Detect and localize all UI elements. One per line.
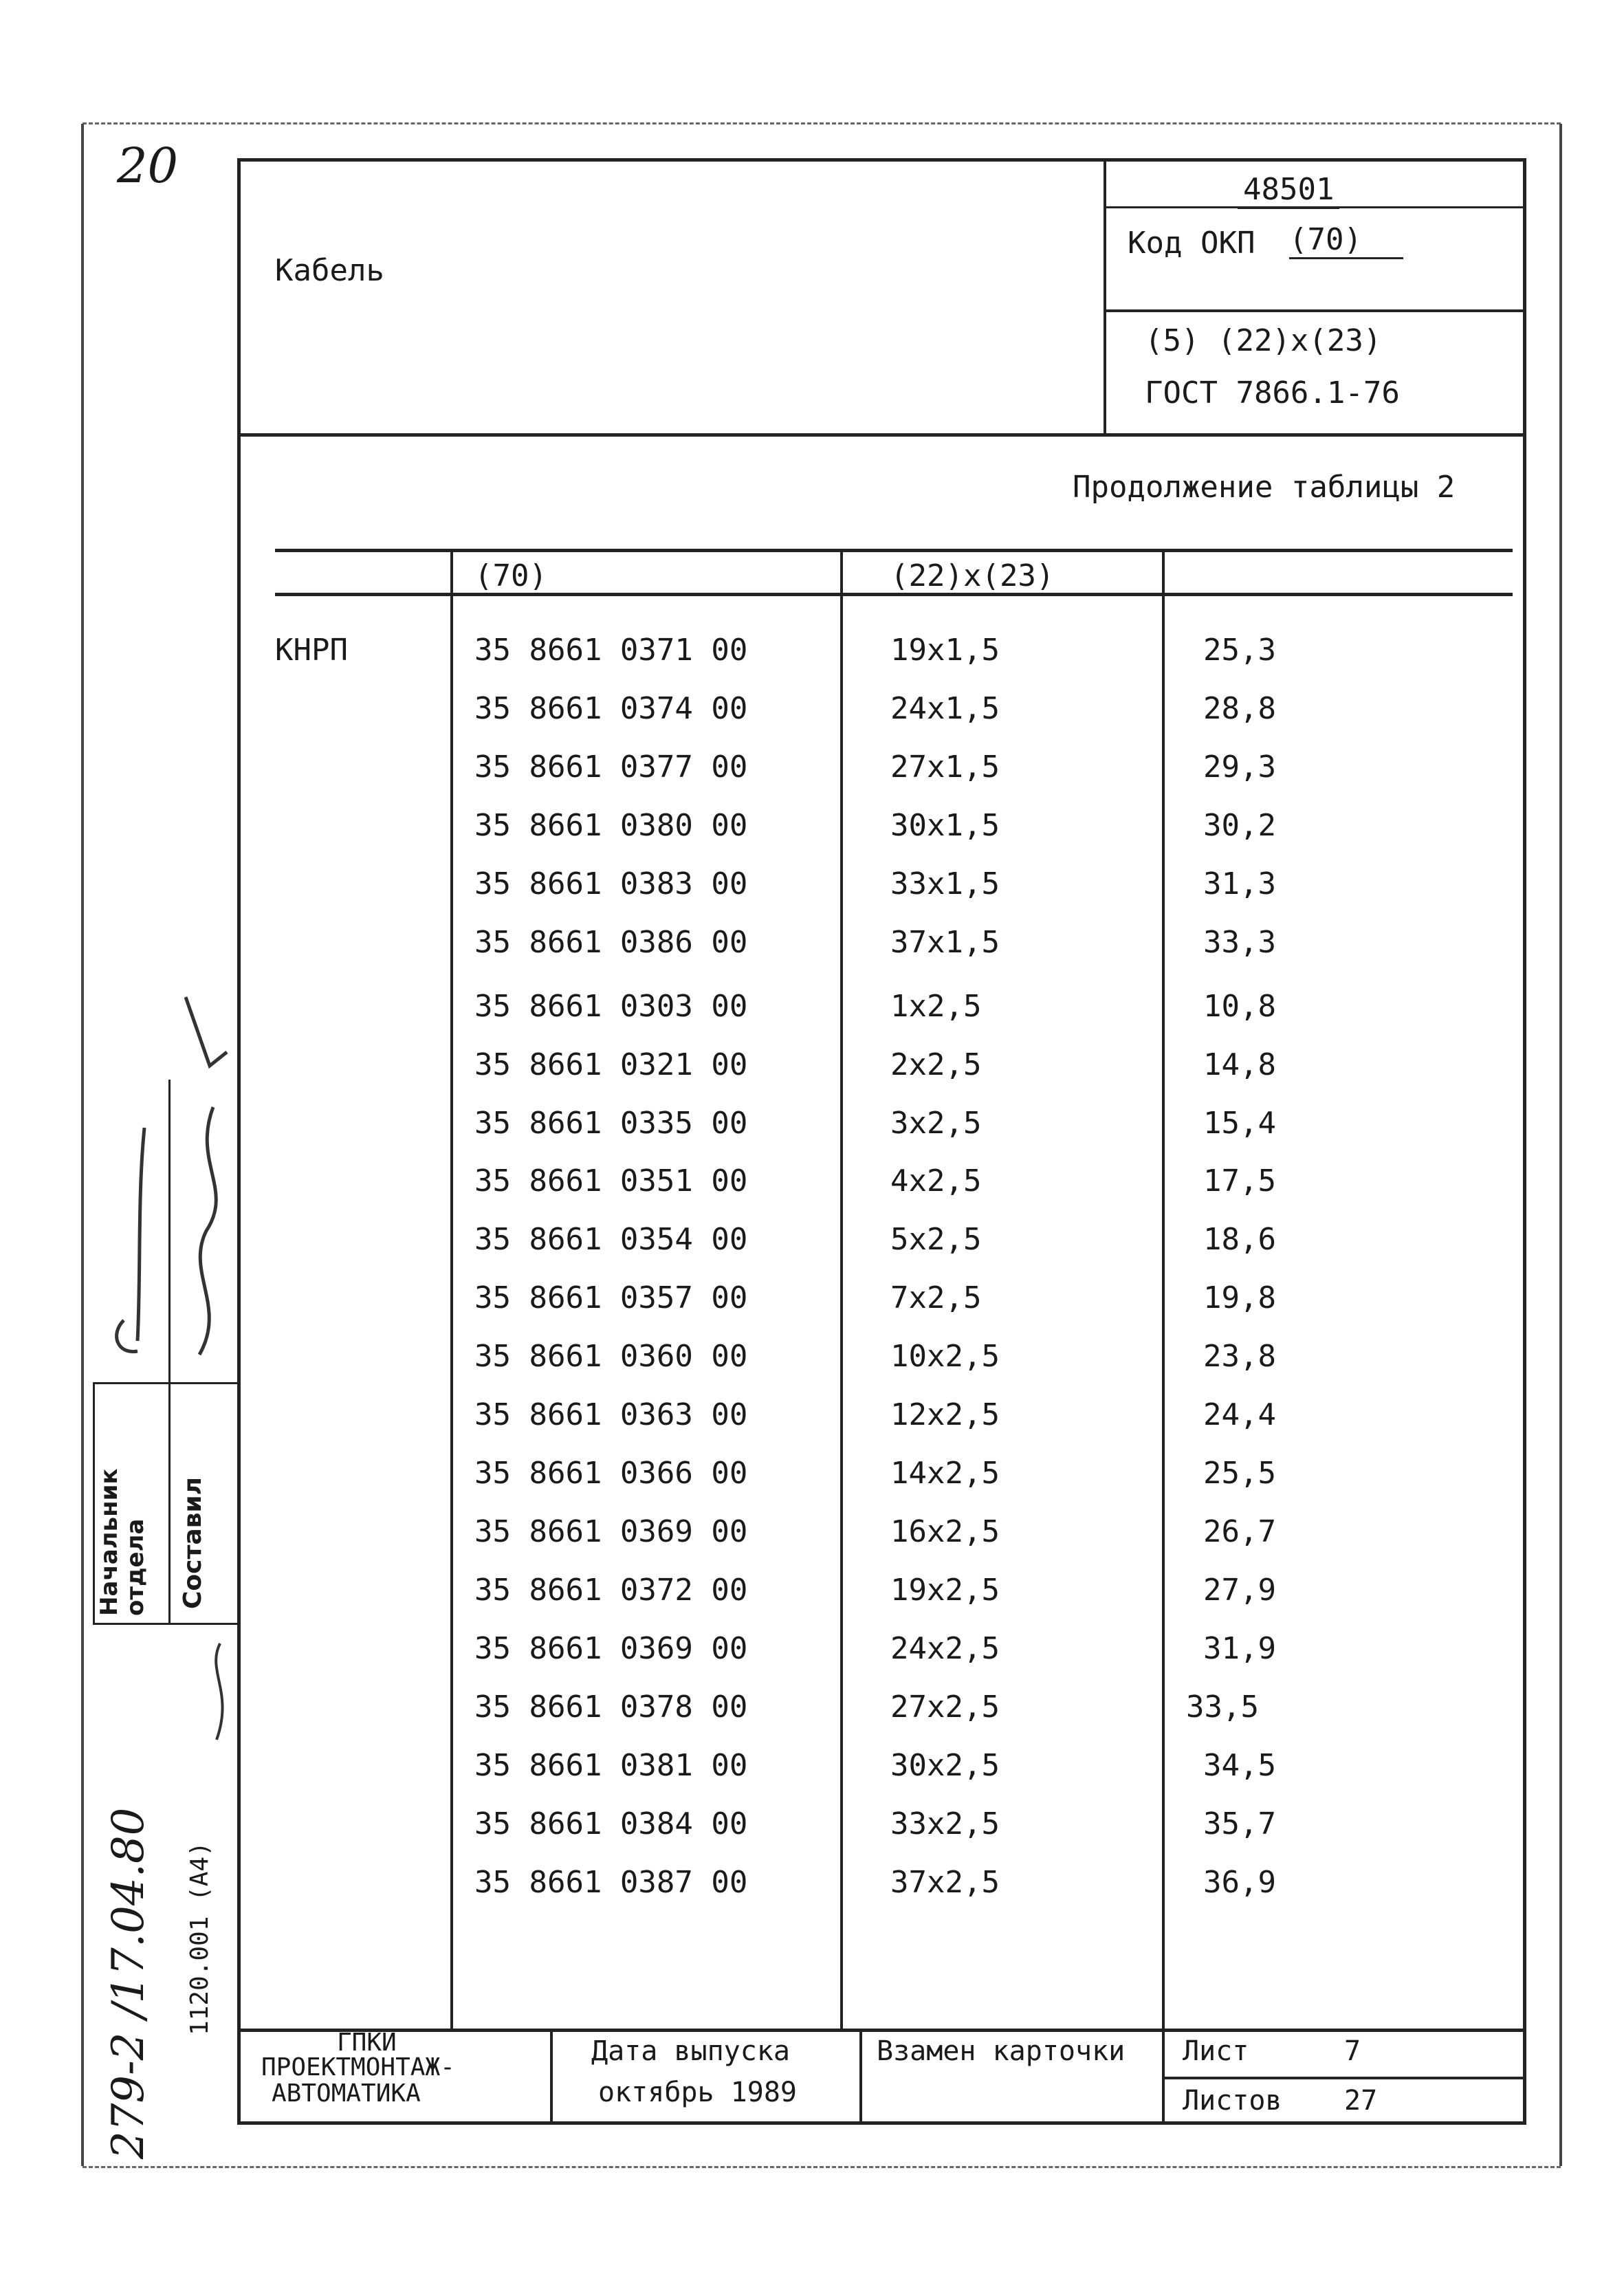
row-size: 10x2,5 (890, 1339, 1000, 1374)
row-code: 35 8661 0386 00 (474, 925, 748, 960)
row-size: 24x1,5 (890, 691, 1000, 726)
table-row (234, 1806, 1523, 1866)
table-row (234, 750, 1523, 809)
row-value: 31,9 (1203, 1631, 1276, 1666)
row-code: 35 8661 0377 00 (474, 750, 748, 785)
release-date: октябрь 1989 (598, 2077, 797, 2108)
row-value: 29,3 (1203, 750, 1276, 785)
table-row (234, 989, 1523, 1048)
scan-edge-top (83, 122, 1561, 124)
spec-formula: (5) (22)x(23) (1145, 323, 1382, 358)
row-value: 33,5 (1186, 1690, 1259, 1725)
sheets-label: Листов (1183, 2085, 1282, 2117)
table-row (234, 1280, 1523, 1340)
row-size: 37x2,5 (890, 1865, 1000, 1900)
scan-edge-bottom (83, 2166, 1561, 2168)
row-value: 25,3 (1203, 633, 1276, 668)
org-line-3: АВТОМАТИКА (272, 2079, 421, 2108)
footer-divider-1 (550, 2029, 553, 2123)
table-row (234, 1456, 1523, 1515)
row-code: 35 8661 0357 00 (474, 1280, 748, 1315)
table-row (234, 925, 1523, 984)
col-header-code: (70) (474, 558, 568, 595)
table-row (234, 1573, 1523, 1632)
table-row (234, 1222, 1523, 1281)
row-value: 17,5 (1203, 1163, 1276, 1199)
replaces-label: Взамен карточки (877, 2035, 1126, 2067)
footer-divider-2 (859, 2029, 862, 2123)
row-code: 35 8661 0387 00 (474, 1865, 748, 1900)
row-value: 30,2 (1203, 808, 1276, 843)
row-size: 16x2,5 (890, 1514, 1000, 1549)
frame-left-edge (81, 124, 84, 2166)
stamp-line-mid (93, 1382, 237, 1384)
row-value: 35,7 (1203, 1806, 1276, 1841)
code-number: 48501 (1238, 172, 1339, 209)
row-size: 27x2,5 (890, 1690, 1000, 1725)
row-size: 24x2,5 (890, 1631, 1000, 1666)
row-size: 37x1,5 (890, 925, 1000, 960)
card-right-line (1523, 158, 1526, 2125)
row-size: 5x2,5 (890, 1222, 982, 1257)
signature-head (96, 1114, 165, 1375)
footer-top-line (237, 2029, 1526, 2032)
author-label: Составил (179, 1476, 207, 1609)
row-size: 33x2,5 (890, 1806, 1000, 1841)
row-value: 15,4 (1203, 1106, 1276, 1141)
handwritten-registration: 279-2 /17.04.80 (103, 1807, 154, 2159)
header-bottom-line (237, 433, 1526, 437)
row-value: 33,3 (1203, 925, 1276, 960)
row-code: 35 8661 0374 00 (474, 691, 748, 726)
table-row (234, 1865, 1523, 1924)
signature-date-stamp (199, 1637, 241, 1747)
sheet-value: 7 (1344, 2035, 1361, 2067)
stamp-line-bottom (93, 1623, 237, 1625)
cable-brand: КНРП (275, 633, 348, 668)
row-code: 35 8661 0321 00 (474, 1047, 748, 1082)
row-size: 30x1,5 (890, 808, 1000, 843)
row-code: 35 8661 0351 00 (474, 1163, 748, 1199)
table-row (234, 1631, 1523, 1690)
row-code: 35 8661 0369 00 (474, 1631, 748, 1666)
footer-sheet-line (1162, 2077, 1526, 2079)
row-value: 31,3 (1203, 866, 1276, 901)
header-divider (1104, 158, 1106, 435)
row-code: 35 8661 0303 00 (474, 989, 748, 1024)
table-caption: Продолжение таблицы 2 (1073, 470, 1456, 505)
col-header-size: (22)x(23) (890, 558, 1068, 595)
table-row (234, 808, 1523, 867)
standard: ГОСТ 7866.1-76 (1145, 375, 1400, 411)
row-value: 25,5 (1203, 1456, 1276, 1491)
row-code: 35 8661 0372 00 (474, 1573, 748, 1608)
sheets-value: 27 (1344, 2085, 1378, 2117)
row-size: 14x2,5 (890, 1456, 1000, 1491)
table-row (234, 1106, 1523, 1165)
row-size: 27x1,5 (890, 750, 1000, 785)
row-size: 4x2,5 (890, 1163, 982, 1199)
row-code: 35 8661 0366 00 (474, 1456, 748, 1491)
row-value: 24,4 (1203, 1397, 1276, 1432)
row-size: 3x2,5 (890, 1106, 982, 1141)
table-row (234, 1514, 1523, 1573)
row-size: 19x2,5 (890, 1573, 1000, 1608)
frame-right-edge (1559, 124, 1562, 2166)
row-code: 35 8661 0363 00 (474, 1397, 748, 1432)
card-bottom-line (237, 2121, 1526, 2125)
okp-label: Код ОКП (1128, 226, 1255, 261)
row-value: 10,8 (1203, 989, 1276, 1024)
row-code: 35 8661 0354 00 (474, 1222, 748, 1257)
sheet-label: Лист (1183, 2035, 1249, 2067)
row-code: 35 8661 0378 00 (474, 1690, 748, 1725)
row-size: 19x1,5 (890, 633, 1000, 668)
footer-divider-3 (1162, 2029, 1165, 2123)
row-code: 35 8661 0369 00 (474, 1514, 748, 1549)
stamp-divider-inner (168, 1080, 171, 1623)
table-row (234, 1690, 1523, 1749)
signature-author (172, 983, 248, 1382)
row-code: 35 8661 0384 00 (474, 1806, 748, 1841)
row-code: 35 8661 0360 00 (474, 1339, 748, 1374)
row-size: 30x2,5 (890, 1748, 1000, 1783)
page-number: 20 (117, 138, 179, 194)
row-code: 35 8661 0383 00 (474, 866, 748, 901)
row-code: 35 8661 0380 00 (474, 808, 748, 843)
row-value: 27,9 (1203, 1573, 1276, 1608)
okp-code: (70) (1289, 222, 1403, 259)
row-size: 1x2,5 (890, 989, 982, 1024)
format-note: 1120.001 (A4) (186, 1841, 214, 2035)
row-code: 35 8661 0335 00 (474, 1106, 748, 1141)
head-of-department-label: Начальник отдела (96, 1468, 149, 1616)
row-value: 14,8 (1203, 1047, 1276, 1082)
row-size: 33x1,5 (890, 866, 1000, 901)
table-row (234, 691, 1523, 750)
row-size: 7x2,5 (890, 1280, 982, 1315)
stamp-divider-outer (93, 1382, 95, 1623)
header-okp-line (1104, 309, 1525, 312)
org-line-1: ГПКИ (337, 2029, 397, 2057)
row-value: 23,8 (1203, 1339, 1276, 1374)
table-row (234, 1397, 1523, 1456)
release-label: Дата выпуска (591, 2035, 790, 2067)
table-row (234, 1748, 1523, 1807)
row-code: 35 8661 0371 00 (474, 633, 748, 668)
table-row (234, 1047, 1523, 1106)
org-line-2: ПРОЕКТМОНТАЖ- (261, 2053, 455, 2081)
row-value: 18,6 (1203, 1222, 1276, 1257)
row-value: 36,9 (1203, 1865, 1276, 1900)
row-size: 12x2,5 (890, 1397, 1000, 1432)
table-row (234, 1163, 1523, 1223)
card-top-line (237, 158, 1526, 162)
row-size: 2x2,5 (890, 1047, 982, 1082)
row-value: 26,7 (1203, 1514, 1276, 1549)
row-value: 19,8 (1203, 1280, 1276, 1315)
row-code: 35 8661 0381 00 (474, 1748, 748, 1783)
table-row (234, 633, 1523, 692)
row-value: 28,8 (1203, 691, 1276, 726)
table-top-line (275, 549, 1513, 552)
row-value: 34,5 (1203, 1748, 1276, 1783)
product-name: Кабель (275, 253, 384, 288)
table-row (234, 1339, 1523, 1398)
table-row (234, 866, 1523, 926)
